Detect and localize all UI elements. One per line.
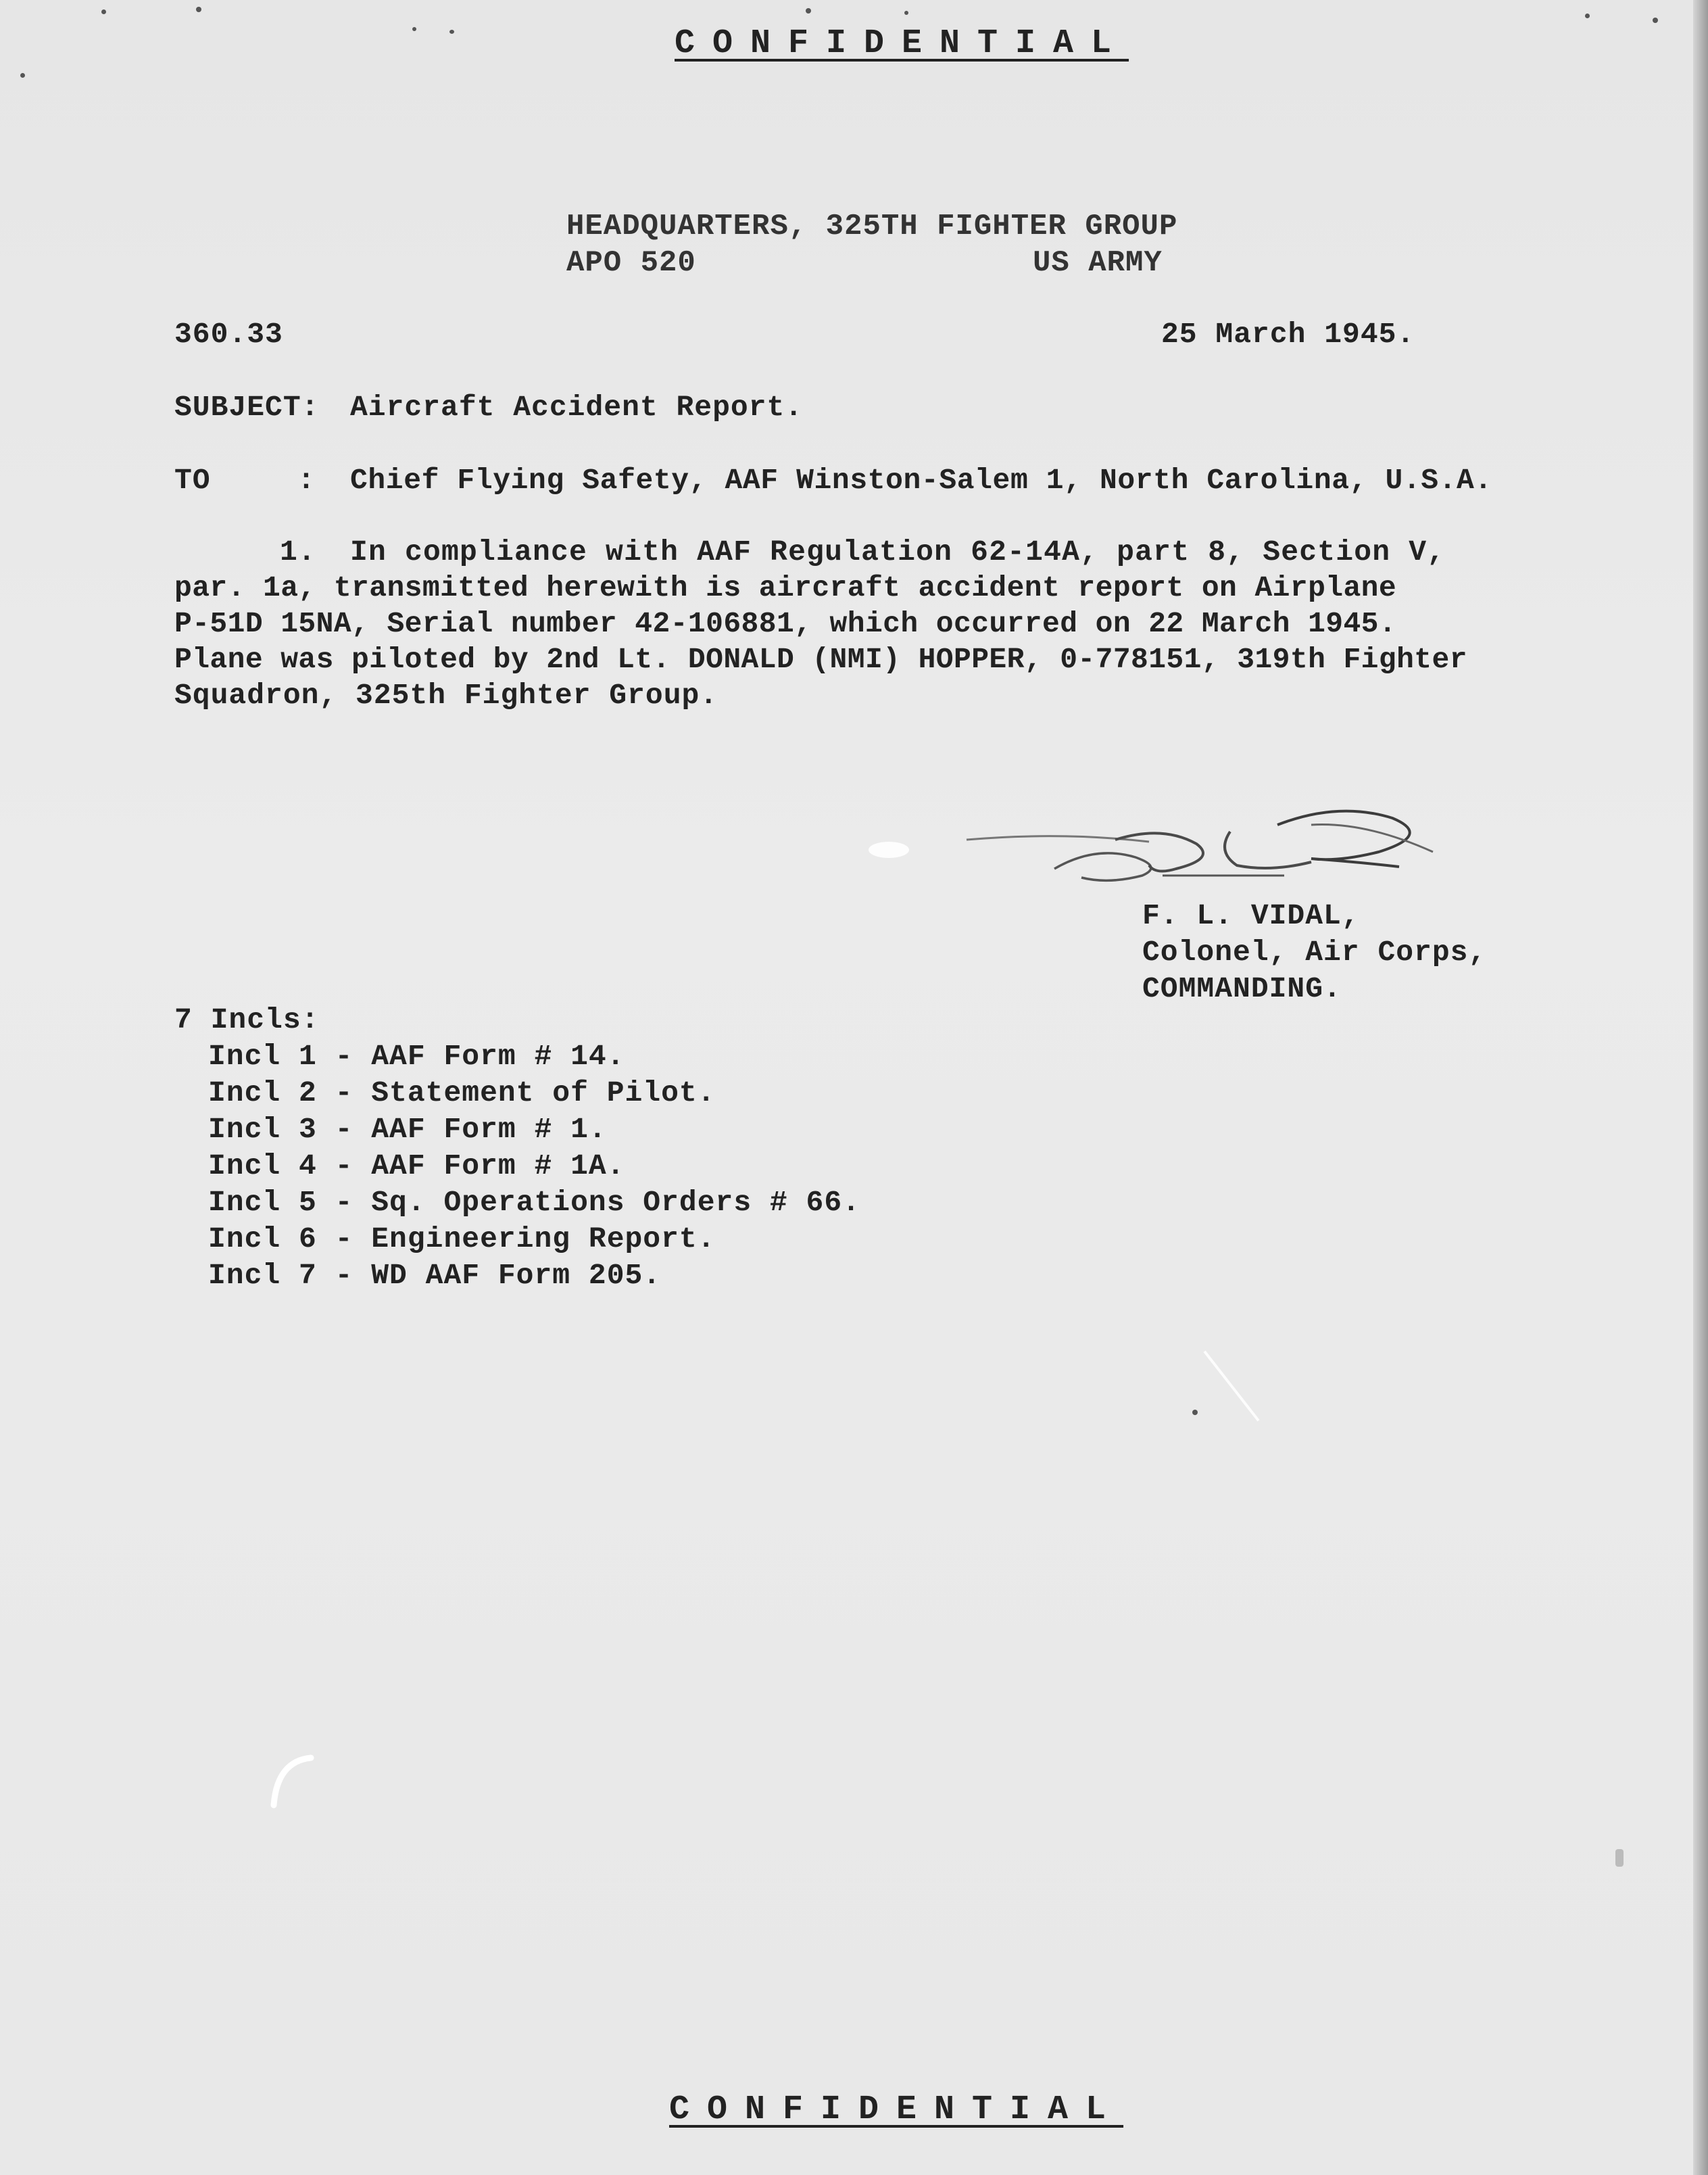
- speck: [1615, 1849, 1624, 1867]
- letter-date: 25 March 1945.: [1161, 318, 1415, 351]
- classification-top: CONFIDENTIAL: [675, 24, 1129, 63]
- to-value: Chief Flying Safety, AAF Winston-Salem 1, North Carolina, U.S.A.: [350, 464, 1492, 497]
- paragraph-line: par. 1a, transmitted herewith is aircraft accident report on Airplane: [174, 571, 1397, 604]
- service-branch: US ARMY: [1033, 246, 1163, 280]
- classification-bottom: CONFIDENTIAL: [669, 2090, 1124, 2129]
- paragraph-number: 1.: [280, 535, 316, 569]
- page-edge-shadow: [1693, 0, 1708, 2175]
- paragraph-line: In compliance with AAF Regulation 62-14A, part 8, Section V,: [350, 535, 1446, 569]
- unit-heading: HEADQUARTERS, 325TH FIGHTER GROUP: [566, 210, 1178, 243]
- to-colon: :: [297, 464, 316, 497]
- apo-number: APO 520: [566, 246, 696, 280]
- speck: [101, 9, 106, 14]
- scratch: [1203, 1351, 1259, 1422]
- speck: [20, 73, 25, 78]
- speck: [806, 8, 811, 14]
- paragraph-line: Squadron, 325th Fighter Group.: [174, 679, 718, 712]
- inclosure-item: Incl 6 - Engineering Report.: [208, 1222, 716, 1256]
- paragraph-line: P-51D 15NA, Serial number 42-106881, which occurred on 22 March 1945.: [174, 607, 1397, 640]
- speck: [196, 7, 201, 12]
- to-label: TO: [174, 464, 211, 497]
- speck: [1192, 1410, 1198, 1415]
- signatory-rank: Colonel, Air Corps,: [1142, 936, 1487, 969]
- speck: [449, 30, 454, 34]
- subject-value: Aircraft Accident Report.: [350, 391, 804, 424]
- inclosure-item: Incl 4 - AAF Form # 1A.: [208, 1149, 625, 1182]
- inclosure-item: Incl 7 - WD AAF Form 205.: [208, 1259, 662, 1292]
- scratch-arc: [264, 1751, 324, 1819]
- signatory-title: COMMANDING.: [1142, 972, 1342, 1005]
- subject-label: SUBJECT:: [174, 391, 320, 424]
- handwritten-signature: [960, 805, 1500, 906]
- scratch: [869, 842, 909, 858]
- file-number: 360.33: [174, 318, 283, 351]
- inclosure-item: Incl 3 - AAF Form # 1.: [208, 1113, 607, 1146]
- speck: [1585, 14, 1590, 18]
- paragraph-line: Plane was piloted by 2nd Lt. DONALD (NMI) HOPPER, 0-778151, 319th Fighter: [174, 643, 1467, 676]
- inclosure-item: Incl 1 - AAF Form # 14.: [208, 1040, 625, 1073]
- speck: [1653, 18, 1658, 23]
- inclosure-item: Incl 5 - Sq. Operations Orders # 66.: [208, 1186, 860, 1219]
- signatory-name: F. L. VIDAL,: [1142, 899, 1360, 932]
- speck: [904, 11, 908, 15]
- inclosures-heading: 7 Incls:: [174, 1003, 320, 1036]
- speck: [412, 27, 416, 31]
- inclosure-item: Incl 2 - Statement of Pilot.: [208, 1076, 716, 1109]
